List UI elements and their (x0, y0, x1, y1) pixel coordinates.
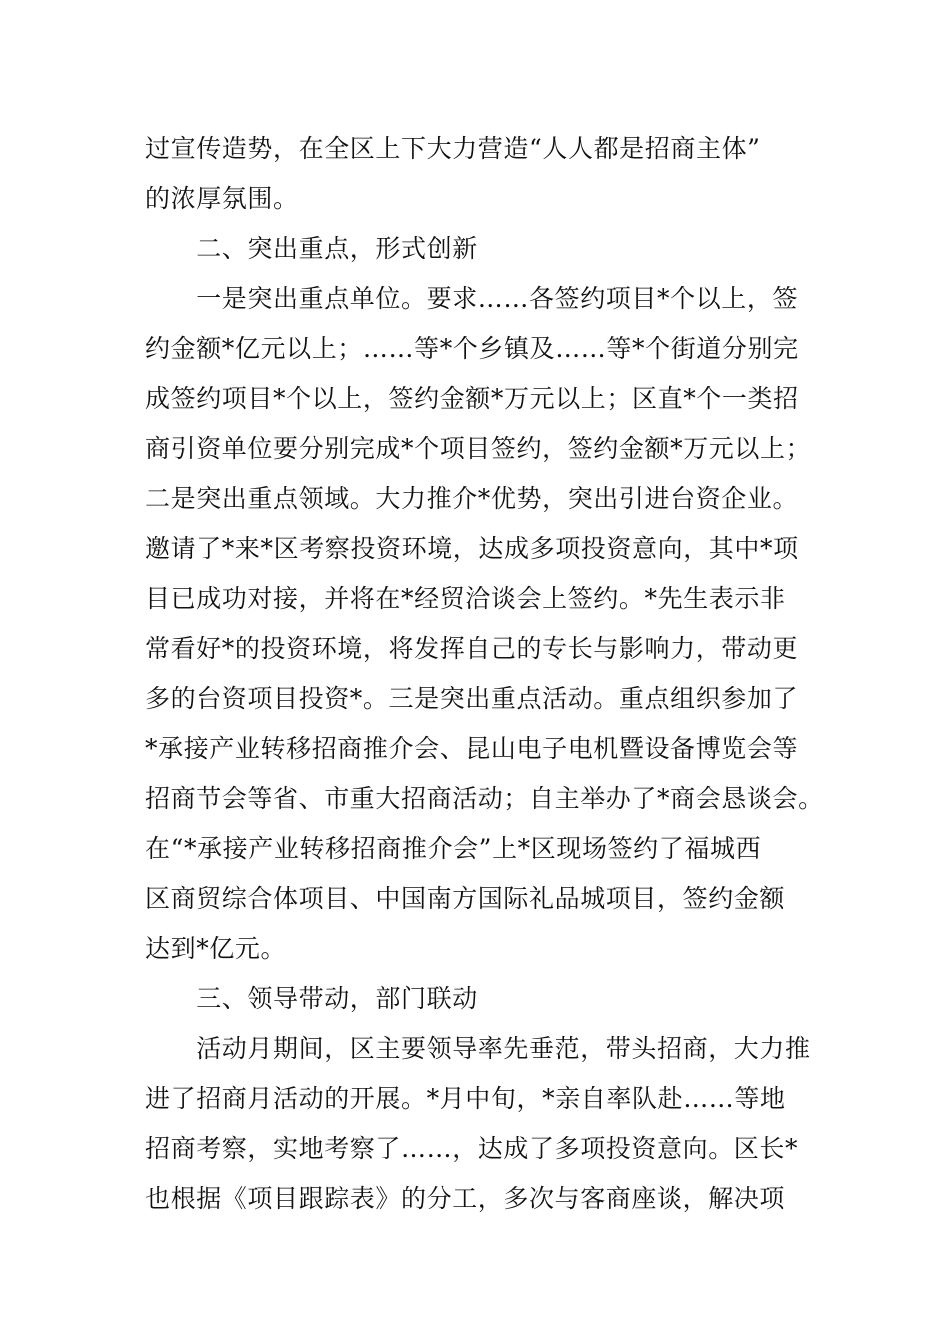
text-line: 活动月期间，区主要领导率先垂范，带头招商，大力推 (145, 1034, 811, 1063)
text-line: 成签约项目*个以上，签约金额*万元以上；区直*个一类招 (145, 384, 799, 413)
text-line: 邀请了*来*区考察投资环境，达成多项投资意向，其中*项 (145, 534, 799, 563)
text-line: 常看好*的投资环境，将发挥自己的专长与影响力，带动更 (145, 634, 799, 663)
text-line: 区商贸综合体项目、中国南方国际礼品城项目，签约金额 (145, 884, 786, 913)
text-line: 的浓厚氛围。 (145, 184, 299, 213)
text-line: 一是突出重点单位。要求……各签约项目*个以上，签 (145, 284, 799, 313)
text-line: 二是突出重点领域。大力推介*优势，突出引进台资企业。 (145, 484, 799, 513)
section-heading: 三、领导带动，部门联动 (145, 984, 478, 1013)
text-line: 招商节会等省、市重大招商活动；自主举办了*商会恳谈会。 (145, 784, 824, 813)
text-line: 在“*承接产业转移招商推介会”上*区现场签约了福城西 (145, 834, 762, 863)
text-line: 约金额*亿元以上；……等*个乡镇及……等*个街道分别完 (145, 334, 799, 363)
text-line: 也根据《项目跟踪表》的分工，多次与客商座谈，解决项 (145, 1184, 786, 1213)
text-line: 目已成功对接，并将在*经贸洽谈会上签约。*先生表示非 (145, 584, 786, 613)
text-line: 过宣传造势，在全区上下大力营造“人人都是招商主体” (145, 134, 761, 163)
text-line: 商引资单位要分别完成*个项目签约，签约金额*万元以上； (145, 434, 812, 463)
text-line: 达到*亿元。 (145, 934, 287, 963)
section-heading: 二、突出重点，形式创新 (145, 234, 478, 263)
text-line: 招商考察，实地考察了……，达成了多项投资意向。区长* (145, 1134, 799, 1163)
text-line: 多的台资项目投资*。三是突出重点活动。重点组织参加了 (145, 684, 799, 713)
text-line: *承接产业转移招商推介会、昆山电子电机暨设备博览会等 (145, 734, 799, 763)
text-line: 进了招商月活动的开展。*月中旬，*亲自率队赴……等地 (145, 1084, 786, 1113)
